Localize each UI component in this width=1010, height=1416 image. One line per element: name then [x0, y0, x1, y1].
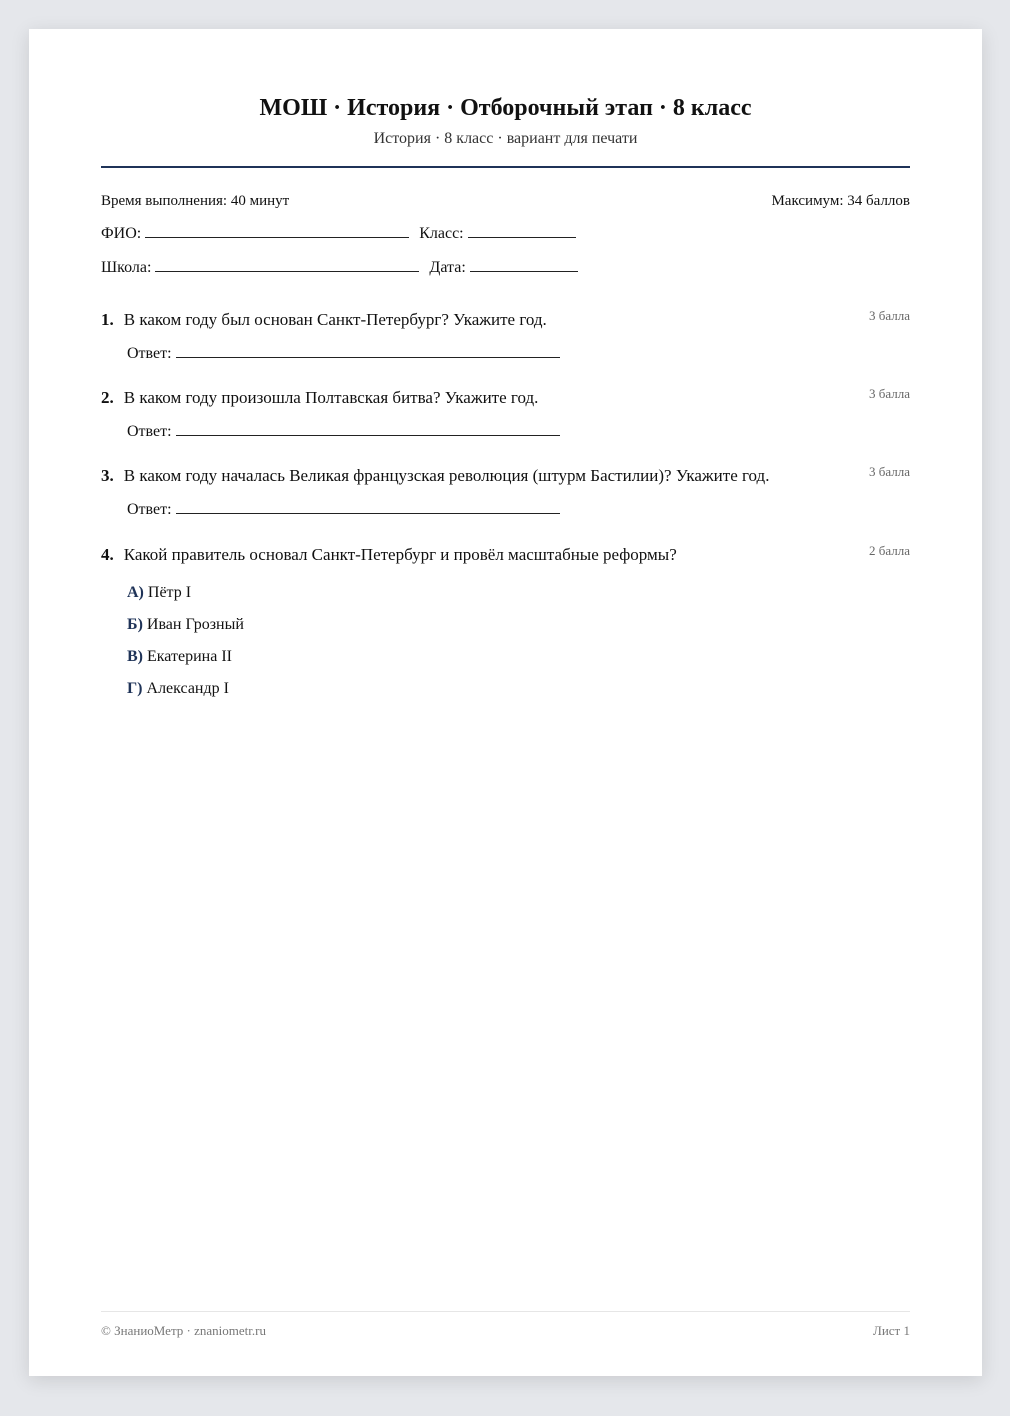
page-subtitle: История · 8 класс · вариант для печати: [373, 130, 638, 147]
question-points: 3 балла: [869, 386, 910, 401]
answer-label: Ответ:: [127, 345, 172, 362]
fio-line[interactable]: [145, 236, 409, 238]
answer-3: [127, 501, 570, 519]
class-label: Класс:: [419, 225, 464, 242]
question-points: 2 балла: [869, 543, 910, 558]
question-text: В каком году началась Великая французская революция (штурм Бастилии)? Укажите год.: [123, 466, 770, 485]
question-number: 3.: [101, 466, 114, 485]
page-title: МОШ · История · Отборочный этап · 8 класс: [259, 95, 752, 121]
date-label: Дата:: [429, 259, 466, 276]
option-letter: Г): [127, 680, 143, 697]
fio-label: ФИО:: [101, 225, 142, 242]
option-text: Иван Грозный: [146, 616, 244, 633]
question-points: 3 балла: [869, 464, 910, 479]
footer-copyright: © ЗнаниоМетр · znaniometr.ru: [101, 1323, 266, 1338]
question-2: [101, 388, 910, 408]
answer-1: [127, 345, 570, 363]
page-footer: [101, 1323, 910, 1339]
worksheet-page: [29, 29, 982, 1376]
option-text: Александр I: [146, 680, 229, 697]
page-content: [101, 29, 910, 1376]
answer-label: Ответ:: [127, 501, 172, 518]
option-d[interactable]: [127, 680, 229, 698]
answer-line[interactable]: [176, 512, 560, 514]
option-b[interactable]: [127, 616, 244, 634]
option-text: Пётр I: [147, 584, 192, 601]
time-limit: Время выполнения: 40 минут: [101, 193, 290, 209]
date-line[interactable]: [470, 270, 578, 272]
school-line[interactable]: [155, 270, 419, 272]
option-letter: В): [127, 648, 143, 665]
header-divider: [101, 166, 910, 168]
fio-class-row: [101, 225, 586, 243]
question-4: [101, 545, 910, 565]
answer-line[interactable]: [176, 356, 560, 358]
meta-row: [101, 193, 910, 210]
question-text: Какой правитель основал Санкт-Петербург и провёл масштабные реформы?: [123, 545, 677, 564]
question-number: 4.: [101, 545, 114, 564]
answer-label: Ответ:: [127, 423, 172, 440]
school-label: Школа:: [101, 259, 152, 276]
school-date-row: [101, 259, 588, 277]
question-1: [101, 310, 910, 330]
option-text: Екатерина II: [147, 648, 232, 665]
question-text: В каком году произошла Полтавская битва? Укажите год.: [123, 388, 539, 407]
max-score: Максимум: 34 баллов: [771, 193, 910, 209]
option-a[interactable]: [127, 584, 191, 602]
answer-2: [127, 423, 570, 441]
question-points: 3 балла: [869, 308, 910, 323]
class-line[interactable]: [468, 236, 576, 238]
option-letter: А): [127, 584, 144, 601]
question-3: [101, 466, 910, 486]
option-letter: Б): [127, 616, 143, 633]
question-number: 1.: [101, 310, 114, 329]
footer-divider: [101, 1311, 910, 1312]
question-text: В каком году был основан Санкт-Петербург? Укажите год.: [123, 310, 547, 329]
answer-line[interactable]: [176, 434, 560, 436]
option-c[interactable]: [127, 648, 232, 666]
footer-page-number: Лист 1: [873, 1323, 910, 1338]
question-number: 2.: [101, 388, 114, 407]
